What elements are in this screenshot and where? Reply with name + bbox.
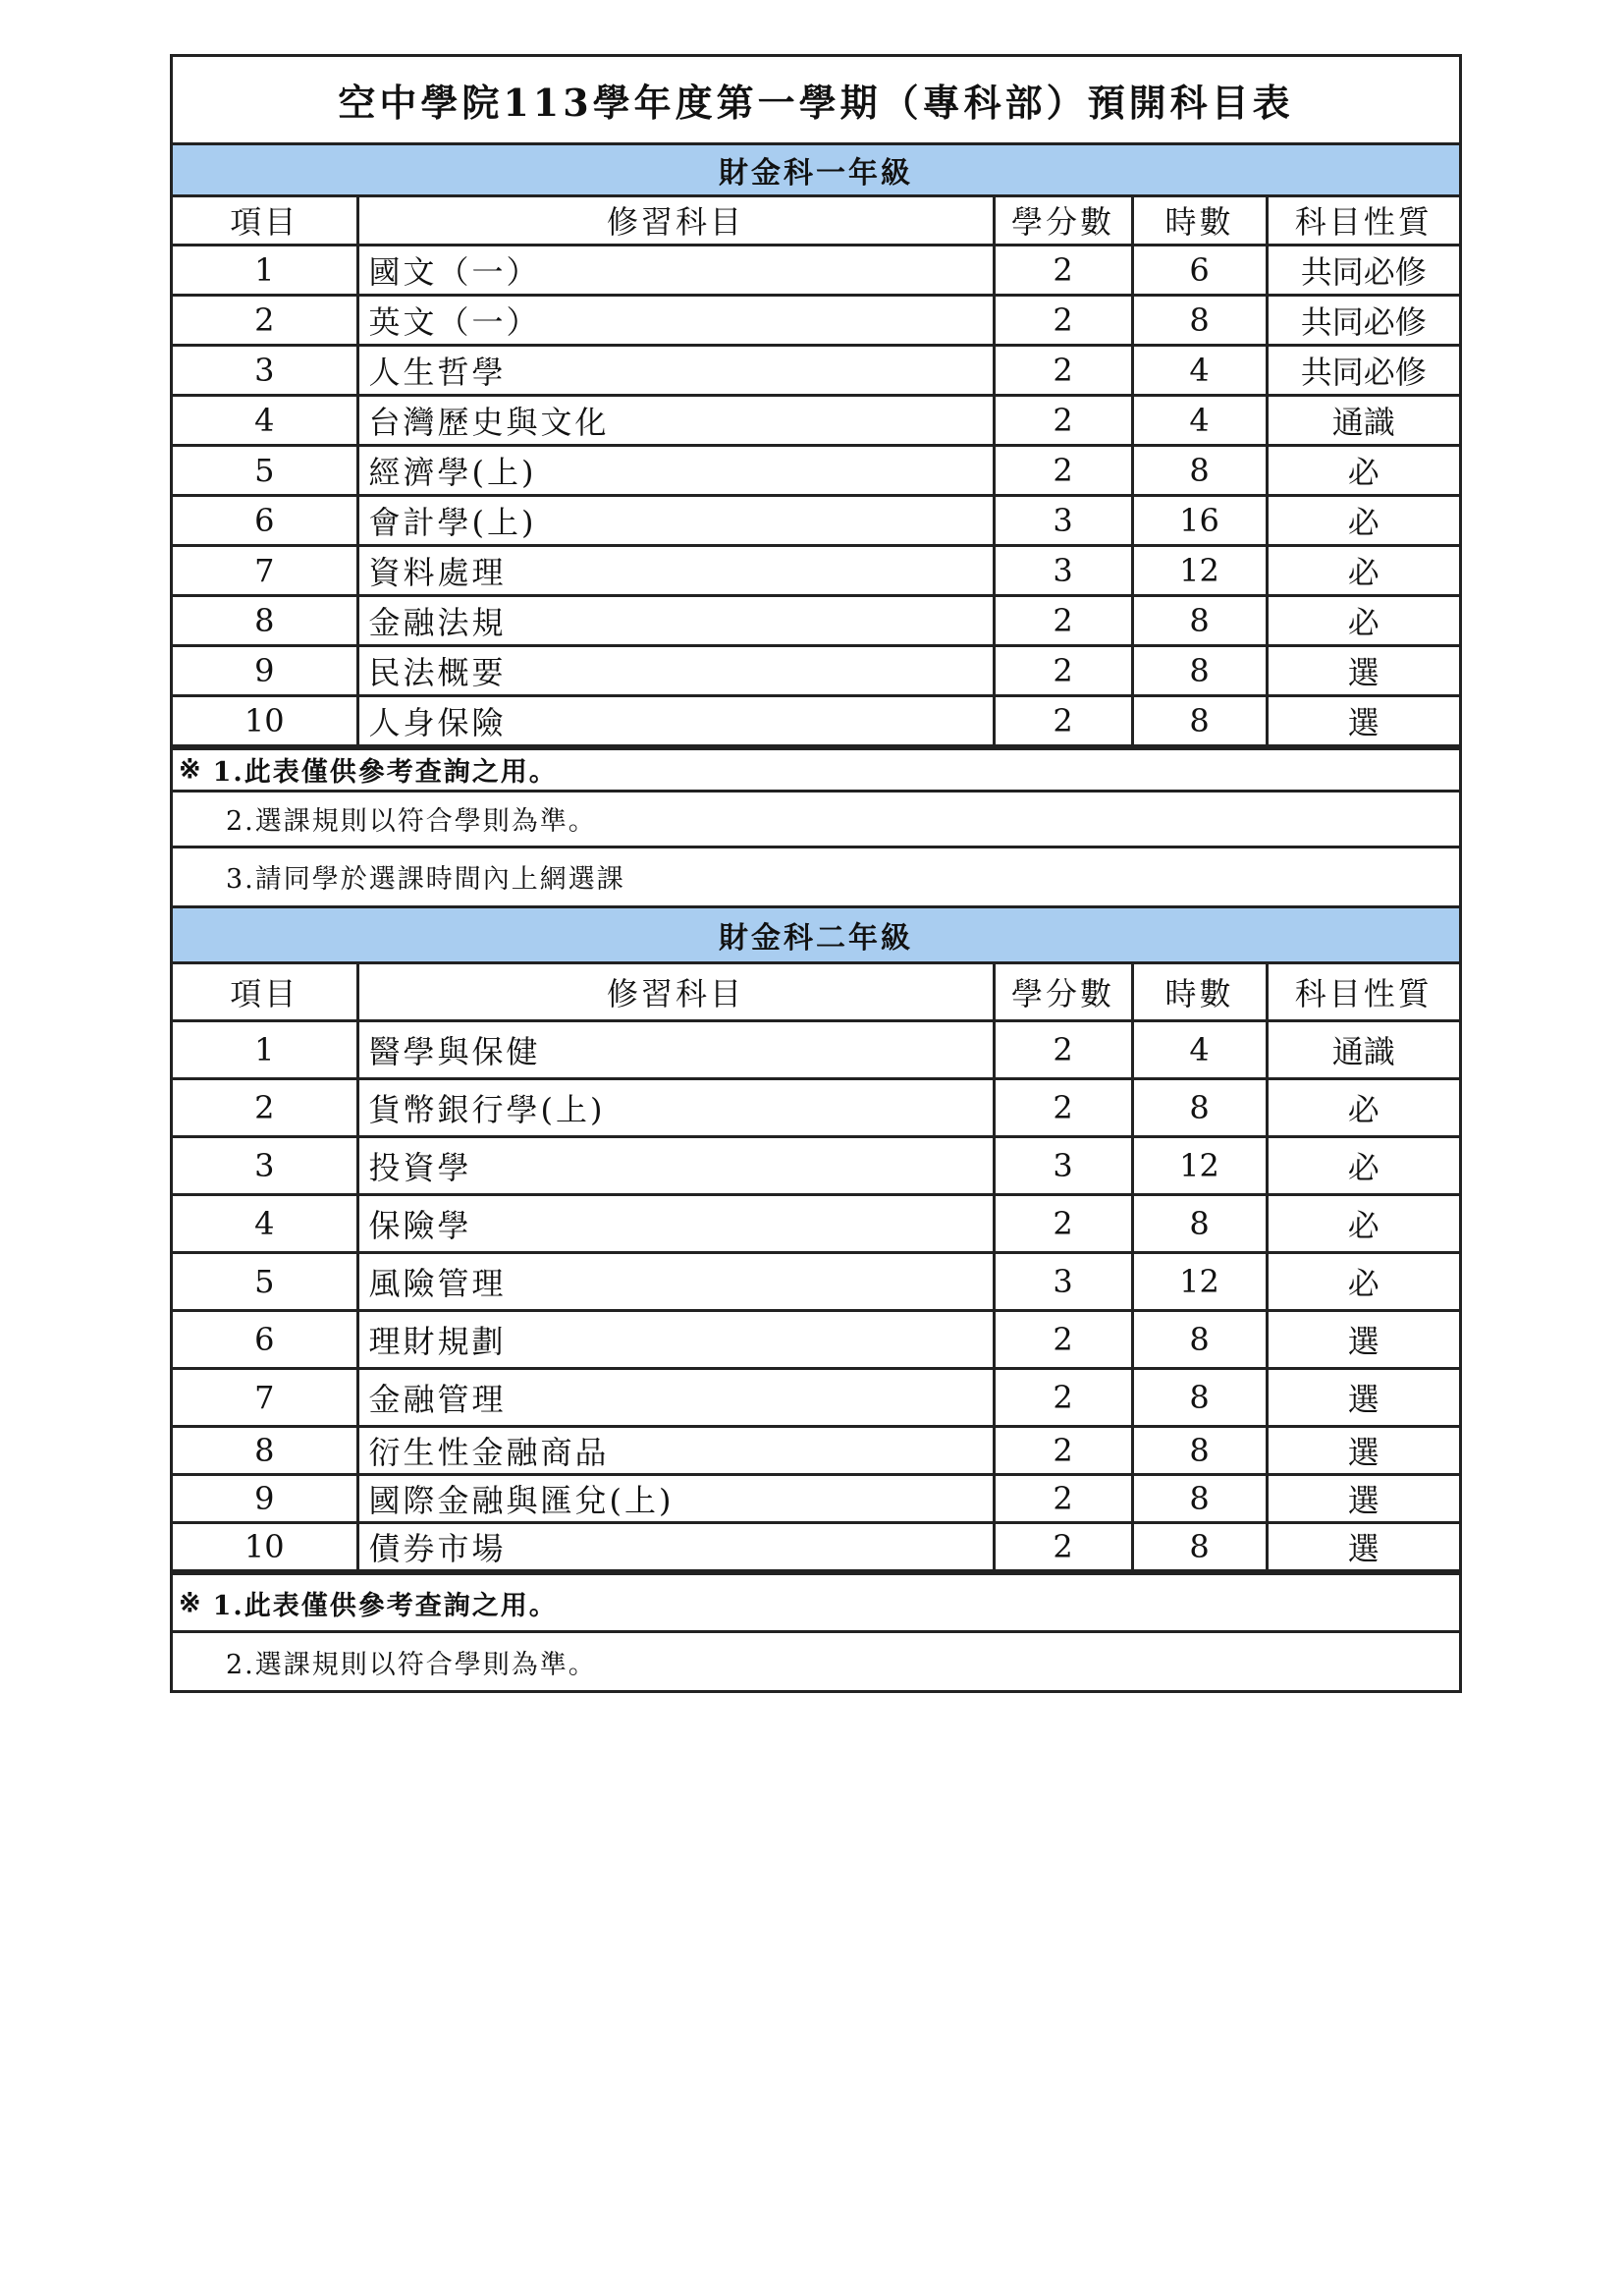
col-header-credits: 學分數 — [994, 197, 1132, 245]
table-header-row — [173, 964, 1459, 1021]
cell-credits: 2 — [994, 1427, 1132, 1475]
cell-type: 選 — [1267, 1523, 1459, 1571]
cell-type: 必 — [1267, 1137, 1459, 1195]
cell-no: 1 — [173, 1021, 357, 1079]
table-header-row — [173, 197, 1459, 245]
cell-type: 必 — [1267, 1195, 1459, 1253]
note-1: ※ 1.此表僅供參考查詢之用。 — [173, 1572, 1459, 1630]
table-row — [173, 1475, 1459, 1523]
cell-credits: 2 — [994, 445, 1132, 495]
cell-credits: 2 — [994, 345, 1132, 395]
table-row — [173, 295, 1459, 345]
cell-type: 共同必修 — [1267, 295, 1459, 345]
cell-no: 6 — [173, 1311, 357, 1369]
cell-subject: 人身保險 — [357, 695, 994, 745]
cell-credits: 3 — [994, 495, 1132, 545]
cell-subject: 衍生性金融商品 — [357, 1427, 994, 1475]
cell-hours: 8 — [1132, 1311, 1267, 1369]
cell-no: 3 — [173, 1137, 357, 1195]
col-header-credits: 學分數 — [994, 964, 1132, 1021]
cell-no: 7 — [173, 545, 357, 595]
table-row — [173, 345, 1459, 395]
cell-credits: 2 — [994, 695, 1132, 745]
cell-type: 必 — [1267, 445, 1459, 495]
cell-credits: 2 — [994, 1021, 1132, 1079]
table-row — [173, 545, 1459, 595]
cell-type: 選 — [1267, 1475, 1459, 1523]
cell-subject: 台灣歷史與文化 — [357, 395, 994, 445]
col-header-no: 項目 — [173, 197, 357, 245]
cell-subject: 保險學 — [357, 1195, 994, 1253]
cell-no: 8 — [173, 1427, 357, 1475]
course-table-year2 — [173, 964, 1459, 1573]
note-3: 3.請同學於選課時間內上網選課 — [173, 846, 1459, 905]
table-row — [173, 595, 1459, 645]
col-header-no: 項目 — [173, 964, 357, 1021]
cell-hours: 8 — [1132, 595, 1267, 645]
cell-hours: 8 — [1132, 1427, 1267, 1475]
cell-subject: 貨幣銀行學(上) — [357, 1079, 994, 1137]
reference-mark: ※ — [179, 754, 203, 785]
cell-hours: 4 — [1132, 1021, 1267, 1079]
cell-no: 6 — [173, 495, 357, 545]
cell-hours: 8 — [1132, 695, 1267, 745]
cell-type: 選 — [1267, 1369, 1459, 1427]
cell-hours: 8 — [1132, 1195, 1267, 1253]
cell-subject: 醫學與保健 — [357, 1021, 994, 1079]
course-table-year1 — [173, 197, 1459, 747]
cell-subject: 金融法規 — [357, 595, 994, 645]
table-row — [173, 695, 1459, 745]
cell-hours: 8 — [1132, 1079, 1267, 1137]
cell-no: 2 — [173, 295, 357, 345]
cell-credits: 3 — [994, 545, 1132, 595]
table-row — [173, 1195, 1459, 1253]
cell-credits: 2 — [994, 395, 1132, 445]
cell-subject: 資料處理 — [357, 545, 994, 595]
table-row — [173, 495, 1459, 545]
page-title: 空中學院113學年度第一學期（專科部）預開科目表 — [173, 57, 1459, 145]
cell-hours: 16 — [1132, 495, 1267, 545]
cell-type: 共同必修 — [1267, 345, 1459, 395]
cell-credits: 3 — [994, 1253, 1132, 1311]
grade-header-year2: 財金科二年級 — [173, 905, 1459, 964]
cell-no: 1 — [173, 245, 357, 295]
cell-hours: 8 — [1132, 1523, 1267, 1571]
note-2: 2.選課規則以符合學則為準。 — [173, 790, 1459, 846]
cell-no: 8 — [173, 595, 357, 645]
cell-credits: 2 — [994, 595, 1132, 645]
cell-no: 5 — [173, 445, 357, 495]
cell-hours: 8 — [1132, 1475, 1267, 1523]
table-row — [173, 645, 1459, 695]
cell-subject: 金融管理 — [357, 1369, 994, 1427]
table-row — [173, 1137, 1459, 1195]
cell-subject: 理財規劃 — [357, 1311, 994, 1369]
cell-no: 3 — [173, 345, 357, 395]
note-1: ※ 1.此表僅供參考查詢之用。 — [173, 747, 1459, 790]
cell-hours: 4 — [1132, 395, 1267, 445]
cell-no: 9 — [173, 1475, 357, 1523]
cell-subject: 債券市場 — [357, 1523, 994, 1571]
cell-credits: 2 — [994, 1079, 1132, 1137]
cell-type: 必 — [1267, 595, 1459, 645]
cell-subject: 會計學(上) — [357, 495, 994, 545]
notes-year1 — [173, 747, 1459, 905]
cell-no: 10 — [173, 695, 357, 745]
cell-no: 4 — [173, 1195, 357, 1253]
cell-hours: 8 — [1132, 445, 1267, 495]
cell-hours: 12 — [1132, 1137, 1267, 1195]
cell-credits: 2 — [994, 645, 1132, 695]
cell-hours: 8 — [1132, 645, 1267, 695]
col-header-hours: 時數 — [1132, 964, 1267, 1021]
table-row — [173, 395, 1459, 445]
table-row — [173, 1079, 1459, 1137]
cell-subject: 人生哲學 — [357, 345, 994, 395]
cell-hours: 12 — [1132, 1253, 1267, 1311]
cell-hours: 12 — [1132, 545, 1267, 595]
cell-type: 必 — [1267, 545, 1459, 595]
cell-type: 選 — [1267, 1311, 1459, 1369]
cell-type: 選 — [1267, 645, 1459, 695]
cell-credits: 2 — [994, 1195, 1132, 1253]
cell-credits: 2 — [994, 1523, 1132, 1571]
cell-subject: 英文（一） — [357, 295, 994, 345]
col-header-type: 科目性質 — [1267, 964, 1459, 1021]
table-row — [173, 1523, 1459, 1571]
table-row — [173, 1311, 1459, 1369]
cell-subject: 經濟學(上) — [357, 445, 994, 495]
cell-credits: 3 — [994, 1137, 1132, 1195]
table-row — [173, 1369, 1459, 1427]
cell-type: 選 — [1267, 695, 1459, 745]
cell-credits: 2 — [994, 295, 1132, 345]
cell-hours: 6 — [1132, 245, 1267, 295]
cell-credits: 2 — [994, 1369, 1132, 1427]
cell-credits: 2 — [994, 245, 1132, 295]
cell-type: 必 — [1267, 495, 1459, 545]
cell-type: 必 — [1267, 1253, 1459, 1311]
cell-hours: 8 — [1132, 295, 1267, 345]
table-row — [173, 1021, 1459, 1079]
cell-type: 必 — [1267, 1079, 1459, 1137]
table-row — [173, 445, 1459, 495]
cell-no: 7 — [173, 1369, 357, 1427]
cell-no: 5 — [173, 1253, 357, 1311]
cell-no: 4 — [173, 395, 357, 445]
reference-mark: ※ — [179, 1587, 203, 1618]
notes-year2 — [173, 1572, 1459, 1690]
col-header-subject: 修習科目 — [357, 197, 994, 245]
cell-hours: 4 — [1132, 345, 1267, 395]
cell-type: 共同必修 — [1267, 245, 1459, 295]
grade-header-year1: 財金科一年級 — [173, 145, 1459, 197]
course-sheet — [170, 54, 1462, 1693]
col-header-subject: 修習科目 — [357, 964, 994, 1021]
cell-no: 2 — [173, 1079, 357, 1137]
cell-subject: 國文（一） — [357, 245, 994, 295]
cell-no: 9 — [173, 645, 357, 695]
cell-subject: 投資學 — [357, 1137, 994, 1195]
table-row — [173, 1253, 1459, 1311]
note-2: 2.選課規則以符合學則為準。 — [173, 1630, 1459, 1690]
cell-hours: 8 — [1132, 1369, 1267, 1427]
cell-type: 通識 — [1267, 1021, 1459, 1079]
cell-credits: 2 — [994, 1475, 1132, 1523]
col-header-type: 科目性質 — [1267, 197, 1459, 245]
cell-type: 通識 — [1267, 395, 1459, 445]
table-row — [173, 245, 1459, 295]
cell-no: 10 — [173, 1523, 357, 1571]
cell-type: 選 — [1267, 1427, 1459, 1475]
col-header-hours: 時數 — [1132, 197, 1267, 245]
cell-subject: 風險管理 — [357, 1253, 994, 1311]
table-row — [173, 1427, 1459, 1475]
cell-credits: 2 — [994, 1311, 1132, 1369]
cell-subject: 民法概要 — [357, 645, 994, 695]
cell-subject: 國際金融與匯兌(上) — [357, 1475, 994, 1523]
